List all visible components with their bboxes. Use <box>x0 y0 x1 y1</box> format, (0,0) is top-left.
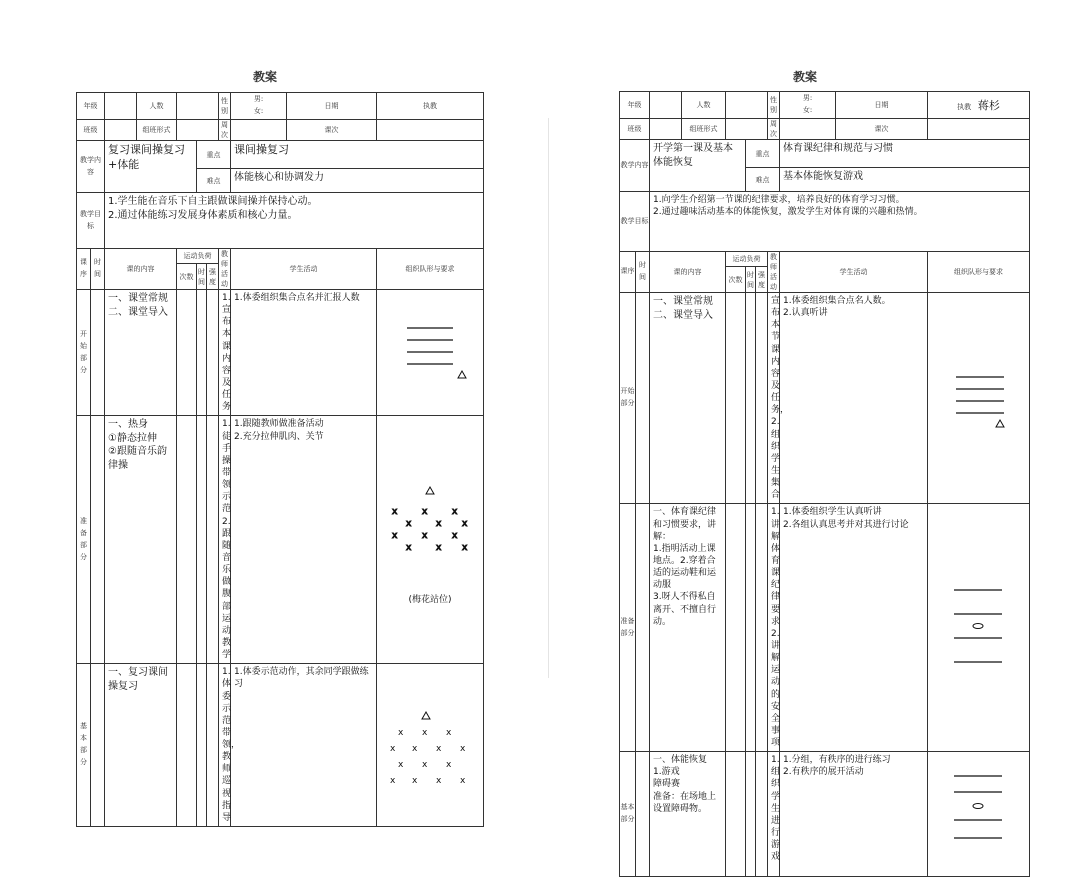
teacher-label: 执教 <box>377 93 484 120</box>
class-value <box>650 119 682 140</box>
org-form-label: 组班形式 <box>682 119 726 140</box>
org-form-value <box>177 120 219 141</box>
prep-student: 1.体委组织学生认真听讲 2.各组认真思考并对其进行讨论 <box>780 504 928 752</box>
prep-formation-diagram <box>928 504 1030 752</box>
content-text: 复习课间操复习 +体能 <box>105 141 197 193</box>
teacher-name: 蒋杉 <box>977 99 1000 112</box>
prep-teacher: 1.徒手操带领示范 2.跟随音乐做腹部运动教学 <box>219 416 231 664</box>
basic-teacher: 1.体委示范带领，教师巡视指导 <box>219 664 231 827</box>
svg-text:x: x <box>406 542 412 553</box>
start-content: 一、课堂常规 二、课堂导入 <box>650 293 726 504</box>
svg-text:x: x <box>422 506 428 517</box>
svg-text:x: x <box>422 728 428 739</box>
class-value <box>105 120 137 141</box>
start-teacher: 1.宣布本课内容及任务 <box>219 290 231 416</box>
objectives-text: 1.向学生介绍第一节课的纪律要求，培养良好的体育学习习惯。 2.通过趣味活动基本的体能恢复，激发学生对体育课的兴趣和热情。 <box>650 192 1030 252</box>
lesson-no-value <box>928 119 1030 140</box>
grade-label: 年级 <box>620 92 650 119</box>
sequence-label: 课序 <box>620 252 636 293</box>
key-text: 体育课纪律和规范与习惯 <box>780 140 1030 168</box>
difficulty-label: 难点 <box>197 169 231 193</box>
lesson-no-label: 课次 <box>836 119 928 140</box>
grade-value <box>105 93 137 120</box>
basic-content: 一、复习课间操复习 <box>105 664 177 827</box>
difficulty-text: 基本体能恢复游戏 <box>780 168 1030 192</box>
intensity-label: 强度 <box>756 267 768 293</box>
basic-formation-diagram <box>377 664 484 827</box>
svg-text:x: x <box>436 744 442 755</box>
prep-content: 一、热身 ①静态拉伸 ②跟随音乐韵律操 <box>105 416 177 664</box>
svg-text:x: x <box>460 776 466 787</box>
start-formation-diagram <box>928 293 1030 504</box>
svg-text:x: x <box>390 744 396 755</box>
people-label: 人数 <box>137 93 177 120</box>
lesson-no-label: 课次 <box>287 120 377 141</box>
part-start-label: 开始部分 <box>620 293 636 504</box>
start-teacher: 宣布本节课内容及任务，2.组织学生集合 <box>768 293 780 504</box>
gender-values: 男: 女: <box>231 93 287 120</box>
gender-label: 性别 <box>768 92 780 119</box>
content-text: 开学第一课及基本 体能恢复 <box>650 140 746 192</box>
load-label: 运动负荷 <box>726 252 768 267</box>
teacher-cell: 执教 蒋杉 <box>928 92 1030 119</box>
class-label: 班级 <box>620 119 650 140</box>
objectives-label: 教学目标 <box>77 193 105 249</box>
svg-text:x: x <box>412 744 418 755</box>
grade-label: 年级 <box>77 93 105 120</box>
svg-text:x: x <box>462 542 468 553</box>
student-activity-label: 学生活动 <box>231 249 377 290</box>
lesson-plan-table <box>619 91 1030 877</box>
svg-text:x: x <box>446 760 452 771</box>
lesson-no-value <box>377 120 484 141</box>
basic-content: 一、体能恢复 1.游戏 障碍赛 准备：在场地上设置障碍物。 <box>650 752 726 877</box>
svg-text:x: x <box>398 728 404 739</box>
prep-teacher: 1.讲解体育课纪律要求 2.讲解运动的安全事项 <box>768 504 780 752</box>
prep-org-note: (梅花站位) <box>408 594 452 605</box>
start-student: 1.体委组织集合点名并汇报人数 <box>231 290 377 416</box>
prep-formation-diagram <box>377 416 484 664</box>
objectives-text: 1.学生能在音乐下自主跟做课间操并保持心动。 2.通过体能练习发展身体素质和核心力量。 <box>105 193 484 249</box>
key-label: 重点 <box>746 140 780 168</box>
grade-value <box>650 92 682 119</box>
svg-text:x: x <box>436 776 442 787</box>
svg-text:x: x <box>392 530 398 541</box>
svg-text:x: x <box>422 760 428 771</box>
times-label: 次数 <box>726 267 746 293</box>
lesson-content-label: 课的内容 <box>650 252 726 293</box>
objectives-label: 教学目标 <box>620 192 650 252</box>
lesson-plan-table <box>76 92 484 827</box>
week-label: 周次 <box>768 119 780 140</box>
svg-text:x: x <box>390 776 396 787</box>
svg-text:x: x <box>436 542 442 553</box>
key-label: 重点 <box>197 141 231 169</box>
svg-text:x: x <box>398 760 404 771</box>
date-label: 日期 <box>836 92 928 119</box>
content-label: 教学内容 <box>620 140 650 192</box>
svg-text:x: x <box>446 728 452 739</box>
people-label: 人数 <box>682 92 726 119</box>
lesson-content-label: 课的内容 <box>105 249 177 290</box>
prep-content: 一、体育课纪律和习惯要求，讲解： 1.指明活动上课地点。2.穿着合适的运动鞋和运动服 3.呀人不得私自离开、不擅自行动。 <box>650 504 726 752</box>
prep-student: 1.跟随教师做准备活动 2.充分拉伸肌肉、关节 <box>231 416 377 664</box>
people-value <box>726 92 768 119</box>
start-content: 一、课堂常规 二、课堂导入 <box>105 290 177 416</box>
svg-text:x: x <box>412 776 418 787</box>
svg-text:x: x <box>406 518 412 529</box>
content-label: 教学内容 <box>77 141 105 193</box>
part-start-label: 开始部分 <box>77 290 91 416</box>
times-label: 次数 <box>177 264 197 290</box>
svg-text:x: x <box>460 744 466 755</box>
week-value <box>231 120 287 141</box>
gender-label: 性别 <box>219 93 231 120</box>
part-start-time <box>91 290 105 416</box>
difficulty-label: 难点 <box>746 168 780 192</box>
people-value <box>177 93 219 120</box>
part-basic-label: 基本部分 <box>77 664 91 827</box>
teacher-activity-label: 教师活动 <box>768 252 780 293</box>
gender-values: 男: 女: <box>780 92 836 119</box>
sheet-title: 教案 <box>253 70 278 84</box>
time-label: 时间 <box>636 252 650 293</box>
basic-formation-diagram <box>928 752 1030 877</box>
svg-text:x: x <box>392 506 398 517</box>
sequence-label: 课序 <box>77 249 91 290</box>
intensity-label: 强度 <box>207 264 219 290</box>
lesson-plan-left <box>0 0 540 823</box>
lesson-plan-right <box>540 0 1080 863</box>
duration-label: 时间 <box>746 267 756 293</box>
time-label: 时间 <box>91 249 105 290</box>
svg-text:x: x <box>422 530 428 541</box>
svg-text:x: x <box>462 518 468 529</box>
week-label: 周次 <box>219 120 231 141</box>
org-form-value <box>726 119 768 140</box>
part-prep-label: 准备部分 <box>77 416 91 664</box>
class-label: 班级 <box>77 120 105 141</box>
org-req-label: 组织队形与要求 <box>928 252 1030 293</box>
date-label: 日期 <box>287 93 377 120</box>
part-prep-label: 准备部分 <box>620 504 636 752</box>
svg-text:x: x <box>452 506 458 517</box>
week-value <box>780 119 836 140</box>
teacher-activity-label: 教师活动 <box>219 249 231 290</box>
key-text: 课间操复习 <box>231 141 484 169</box>
svg-text:x: x <box>452 530 458 541</box>
basic-student: 1.分组，有秩序的进行练习 2.有秩序的展开活动 <box>780 752 928 877</box>
student-activity-label: 学生活动 <box>780 252 928 293</box>
basic-teacher: 1.组织学生进行游戏 <box>768 752 780 877</box>
org-req-label: 组织队形与要求 <box>377 249 484 290</box>
svg-text:x: x <box>436 518 442 529</box>
sheet-title: 教案 <box>793 70 818 84</box>
difficulty-text: 体能核心和协调发力 <box>231 169 484 193</box>
start-formation-diagram <box>377 290 484 416</box>
load-label: 运动负荷 <box>177 249 219 264</box>
duration-label: 时间 <box>197 264 207 290</box>
start-student: 1.体委组织集合点名人数。 2.认真听讲 <box>780 293 928 504</box>
basic-student: 1.体委示范动作，其余同学跟做练习 <box>231 664 377 827</box>
part-basic-label: 基本部分 <box>620 752 636 877</box>
org-form-label: 组班形式 <box>137 120 177 141</box>
